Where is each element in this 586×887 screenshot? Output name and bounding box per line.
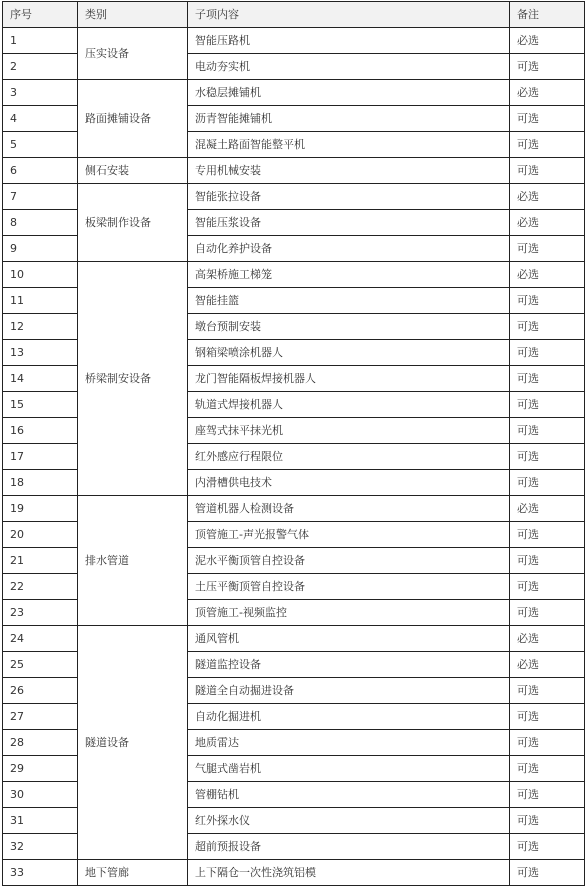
item-cell: 管道机器人检测设备	[188, 496, 510, 522]
note-cell: 可选	[510, 574, 585, 600]
category-cell: 侧石安装	[78, 158, 188, 184]
table-row	[3, 184, 585, 210]
table-row	[3, 860, 585, 886]
row-number: 5	[3, 132, 78, 158]
item-cell: 隧道监控设备	[188, 652, 510, 678]
note-cell: 可选	[510, 158, 585, 184]
table-row	[3, 28, 585, 54]
header-item: 子项内容	[188, 2, 510, 28]
row-number: 16	[3, 418, 78, 444]
row-number: 12	[3, 314, 78, 340]
row-number: 7	[3, 184, 78, 210]
item-cell: 智能压浆设备	[188, 210, 510, 236]
item-cell: 混凝土路面智能整平机	[188, 132, 510, 158]
table-row	[3, 262, 585, 288]
item-cell: 自动化掘进机	[188, 704, 510, 730]
note-cell: 可选	[510, 548, 585, 574]
item-cell: 专用机械安装	[188, 158, 510, 184]
note-cell: 必选	[510, 262, 585, 288]
category-cell: 路面摊铺设备	[78, 80, 188, 158]
row-number: 4	[3, 106, 78, 132]
header-row	[3, 2, 585, 28]
item-cell: 超前预报设备	[188, 834, 510, 860]
row-number: 3	[3, 80, 78, 106]
item-cell: 土压平衡顶管自控设备	[188, 574, 510, 600]
row-number: 9	[3, 236, 78, 262]
note-cell: 可选	[510, 132, 585, 158]
row-number: 14	[3, 366, 78, 392]
row-number: 24	[3, 626, 78, 652]
row-number: 17	[3, 444, 78, 470]
note-cell: 必选	[510, 496, 585, 522]
note-cell: 可选	[510, 522, 585, 548]
item-cell: 红外探水仪	[188, 808, 510, 834]
table-row	[3, 158, 585, 184]
note-cell: 可选	[510, 860, 585, 886]
row-number: 27	[3, 704, 78, 730]
item-cell: 龙门智能隔板焊接机器人	[188, 366, 510, 392]
note-cell: 可选	[510, 704, 585, 730]
item-cell: 沥青智能摊铺机	[188, 106, 510, 132]
item-cell: 水稳层摊铺机	[188, 80, 510, 106]
row-number: 32	[3, 834, 78, 860]
header-no: 序号	[3, 2, 78, 28]
item-cell: 红外感应行程限位	[188, 444, 510, 470]
item-cell: 管棚钻机	[188, 782, 510, 808]
note-cell: 可选	[510, 444, 585, 470]
item-cell: 地质雷达	[188, 730, 510, 756]
item-cell: 顶管施工-视频监控	[188, 600, 510, 626]
note-cell: 可选	[510, 288, 585, 314]
note-cell: 可选	[510, 392, 585, 418]
note-cell: 可选	[510, 782, 585, 808]
note-cell: 可选	[510, 600, 585, 626]
row-number: 23	[3, 600, 78, 626]
item-cell: 智能张拉设备	[188, 184, 510, 210]
table-body	[3, 28, 585, 886]
item-cell: 高架桥施工梯笼	[188, 262, 510, 288]
item-cell: 智能压路机	[188, 28, 510, 54]
item-cell: 顶管施工-声光报警气体	[188, 522, 510, 548]
row-number: 18	[3, 470, 78, 496]
item-cell: 墩台预制安装	[188, 314, 510, 340]
item-cell: 座驾式抹平抹光机	[188, 418, 510, 444]
row-number: 8	[3, 210, 78, 236]
table-row	[3, 626, 585, 652]
note-cell: 可选	[510, 834, 585, 860]
note-cell: 可选	[510, 366, 585, 392]
row-number: 6	[3, 158, 78, 184]
row-number: 33	[3, 860, 78, 886]
note-cell: 可选	[510, 236, 585, 262]
item-cell: 轨道式焊接机器人	[188, 392, 510, 418]
category-cell: 压实设备	[78, 28, 188, 80]
note-cell: 必选	[510, 184, 585, 210]
item-cell: 通风管机	[188, 626, 510, 652]
row-number: 25	[3, 652, 78, 678]
row-number: 1	[3, 28, 78, 54]
note-cell: 可选	[510, 756, 585, 782]
note-cell: 必选	[510, 210, 585, 236]
row-number: 26	[3, 678, 78, 704]
category-cell: 排水管道	[78, 496, 188, 626]
note-cell: 可选	[510, 730, 585, 756]
table-row	[3, 80, 585, 106]
item-cell: 气腿式凿岩机	[188, 756, 510, 782]
note-cell: 可选	[510, 808, 585, 834]
item-cell: 智能挂篮	[188, 288, 510, 314]
note-cell: 可选	[510, 470, 585, 496]
item-cell: 隧道全自动掘进设备	[188, 678, 510, 704]
header-note: 备注	[510, 2, 585, 28]
row-number: 19	[3, 496, 78, 522]
item-cell: 泥水平衡顶管自控设备	[188, 548, 510, 574]
row-number: 20	[3, 522, 78, 548]
note-cell: 可选	[510, 678, 585, 704]
item-cell: 自动化养护设备	[188, 236, 510, 262]
note-cell: 可选	[510, 54, 585, 80]
row-number: 31	[3, 808, 78, 834]
note-cell: 可选	[510, 314, 585, 340]
row-number: 11	[3, 288, 78, 314]
row-number: 22	[3, 574, 78, 600]
row-number: 29	[3, 756, 78, 782]
note-cell: 可选	[510, 106, 585, 132]
note-cell: 可选	[510, 418, 585, 444]
header-category: 类别	[78, 2, 188, 28]
note-cell: 必选	[510, 28, 585, 54]
equipment-table	[2, 1, 585, 886]
item-cell: 上下隔仓一次性浇筑铝模	[188, 860, 510, 886]
note-cell: 必选	[510, 80, 585, 106]
row-number: 21	[3, 548, 78, 574]
category-cell: 地下管廊	[78, 860, 188, 886]
row-number: 13	[3, 340, 78, 366]
category-cell: 桥梁制安设备	[78, 262, 188, 496]
row-number: 2	[3, 54, 78, 80]
note-cell: 可选	[510, 340, 585, 366]
row-number: 28	[3, 730, 78, 756]
item-cell: 内滑槽供电技术	[188, 470, 510, 496]
note-cell: 必选	[510, 652, 585, 678]
item-cell: 电动夯实机	[188, 54, 510, 80]
category-cell: 隧道设备	[78, 626, 188, 860]
note-cell: 必选	[510, 626, 585, 652]
row-number: 10	[3, 262, 78, 288]
table-row	[3, 496, 585, 522]
row-number: 30	[3, 782, 78, 808]
category-cell: 板梁制作设备	[78, 184, 188, 262]
row-number: 15	[3, 392, 78, 418]
item-cell: 钢箱梁喷涂机器人	[188, 340, 510, 366]
